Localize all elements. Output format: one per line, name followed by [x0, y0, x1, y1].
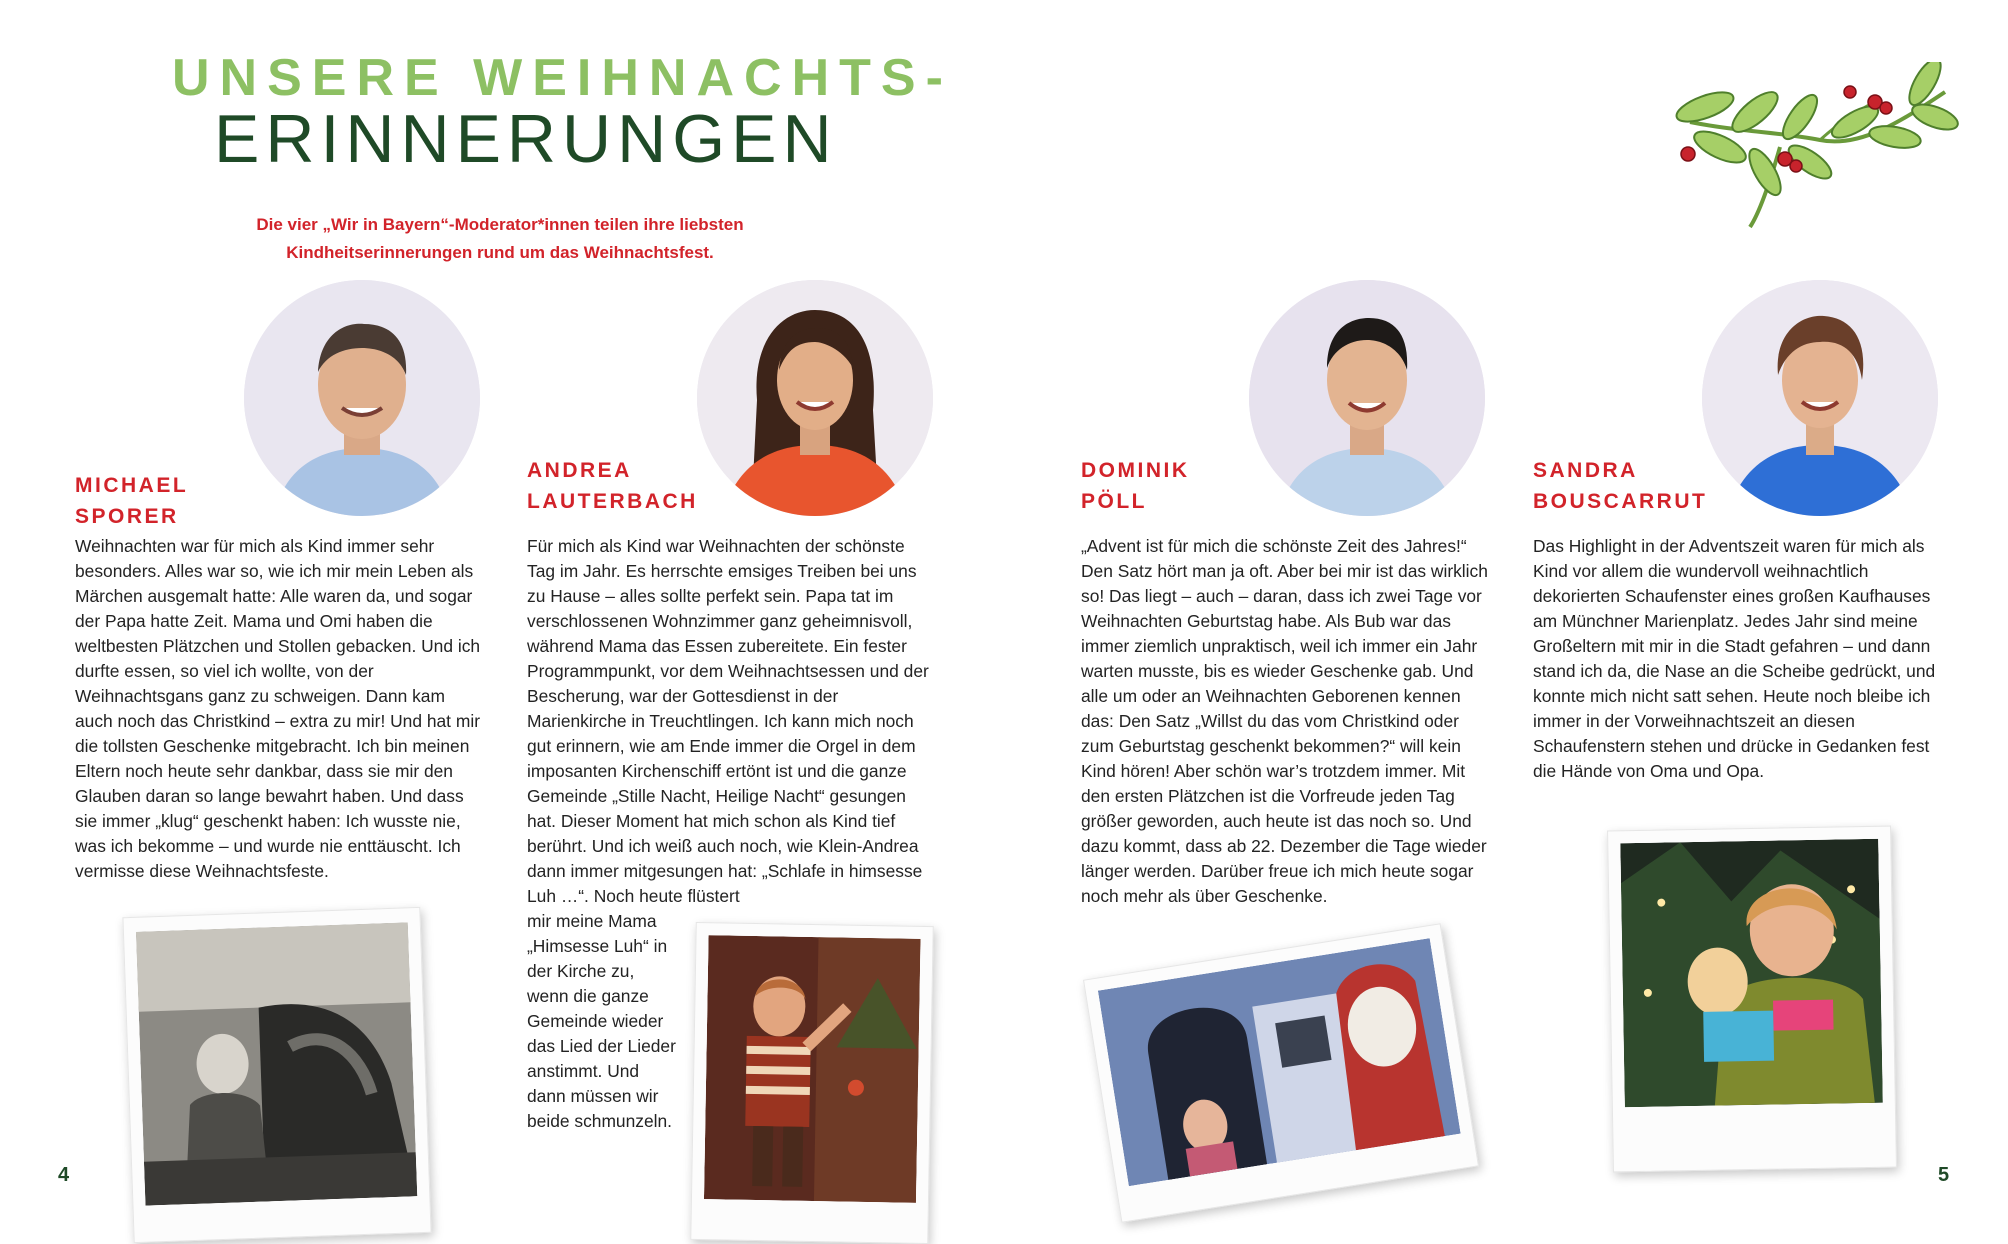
portrait-michael-sporer: [244, 280, 480, 516]
intro-text: Die vier „Wir in Bayern“-Moderator*innen teilen ihre liebsten Kindheitserinnerungen rund um das Weihnachtsfest.: [256, 215, 744, 262]
portrait-sandra-bouscarrut: [1702, 280, 1938, 516]
host-name-michael-sporer: MICHAEL SPORER: [75, 474, 189, 528]
host-name-andrea-lauterbach: ANDREA LAUTERBACH: [527, 459, 698, 513]
childhood-photo-andrea: [690, 922, 934, 1244]
story-sandra-bouscarrut: Das Highlight in der Adventszeit waren für mich als Kind vor allem die wundervoll weihnachtlich dekorierten Schaufenster eines großen Kaufhauses am Münchner Marienplatz. Jedes Jahr sind meine Großeltern mit mir in die Stadt gefahren – und dann stand ich da, die Nase an die Scheibe gedrückt, und konnte mich nicht satt sehen. Heute noch bleibe ich immer in der Vorweihnachtszeit an diesen Schaufenstern stehen und drücke in Gedanken fest die Hände von Oma und Opa.: [1533, 536, 1936, 781]
portrait-andrea-lauterbach: [697, 280, 933, 516]
page-number-left: 4: [58, 1164, 70, 1186]
story-andrea-lauterbach: Für mich als Kind war Weihnachten der schönste Tag im Jahr. Es herrschte emsiges Treiben bei uns zu Hause – alles sollte perfekt sein. Papa tat im verschlossenen Wohnzimmer ganz geheimnisvoll, während Mama das Essen zubereitete. Ein fester Programmpunkt, vor dem Weihnachtsessen und der Bescherung, war der Gottesdienst in der Marienkirche in Treuchtlingen. Ich kann mich noch gut erinnern, wie am Ende immer die Orgel in dem imposanten Kirchenschiff ertönt ist und die ganze Gemeinde „Stille Nacht, Heilige Nacht“ gesungen hat. Dieser Moment hat mich schon als Kind tief berührt. Und ich weiß auch noch, wie Klein-Andrea dann immer mitgesungen hat: „Schlafe in himsesse Luh …“. Noch heute flüstert: [527, 536, 929, 906]
childhood-photo-michael: [122, 907, 431, 1243]
portrait-dominik-poell: [1249, 280, 1485, 516]
host-name-dominik-poell: DOMINIK PÖLL: [1081, 459, 1190, 513]
story-dominik-poell: „Advent ist für mich die schönste Zeit des Jahres!“ Den Satz hört man ja oft. Aber bei mir ist das wirklich so! Das liegt – auch – daran, dass ich zwei Tage vor Weihnachten Geburtstag habe. Als Bub war das immer ziemlich unpraktisch, weil ich immer ein Jahr warten musste, bis es wieder Geschenke gab. Und alle um oder an Weihnachten Geborenen kennen das: Den Satz „Willst du das vom Christkind oder zum Geburtstag geschenkt bekommen?“ will kein Kind hören! Aber schön war’s trotzdem immer. Mit den ersten Plätzchen ist die Vorfreude jeden Tag größer geworden, auch heute ist das noch so. Und dazu kommt, dass ab 22. Dezember die Tage wieder länger werden. Darüber freue ich mich heute sogar noch mehr als über Geschenke.: [1081, 536, 1488, 906]
childhood-photo-sandra: [1607, 826, 1897, 1173]
mistletoe-icon: [1660, 62, 1960, 232]
title-line-2: ERINNERUNGEN: [214, 101, 838, 177]
story-michael-sporer: Weihnachten war für mich als Kind immer sehr besonders. Alles war so, wie ich mir mein Leben als Märchen ausgemalt hatte: Alle waren da, und sogar der Papa hatte Zeit. Mama und Omi haben die weltbesten Plätzchen und Stollen gebacken. Und ich durfte essen, so viel ich wollte, von der Weihnachtsgans ganz zu schweigen. Dann kam auch noch das Christkind – extra zu mir! Und hat mir die tollsten Geschenke mitgebracht. Ich bin meinen Eltern noch heute sehr dankbar, dass sie mir den Glauben daran so lange bewahrt haben. Und dass sie immer „klug“ geschenkt haben: Ich wusste nie, was ich bekomme – und wurde nie enttäuscht. Ich vermisse diese Weihnachtsfeste.: [75, 536, 481, 881]
host-name-sandra-bouscarrut: SANDRA BOUSCARRUT: [1533, 459, 1708, 513]
page-number-right: 5: [1938, 1164, 1950, 1186]
title-line-1: UNSERE WEIHNACHTS-: [172, 49, 953, 107]
childhood-photo-dominik: [1083, 923, 1479, 1223]
story-andrea-lauterbach-tail: mir meine Mama „Himsesse Luh“ in der Kirche zu, wenn die ganze Gemeinde wieder das Lied der Lieder anstimmt. Und dann müssen wir beide schmunzeln.: [527, 911, 676, 1131]
